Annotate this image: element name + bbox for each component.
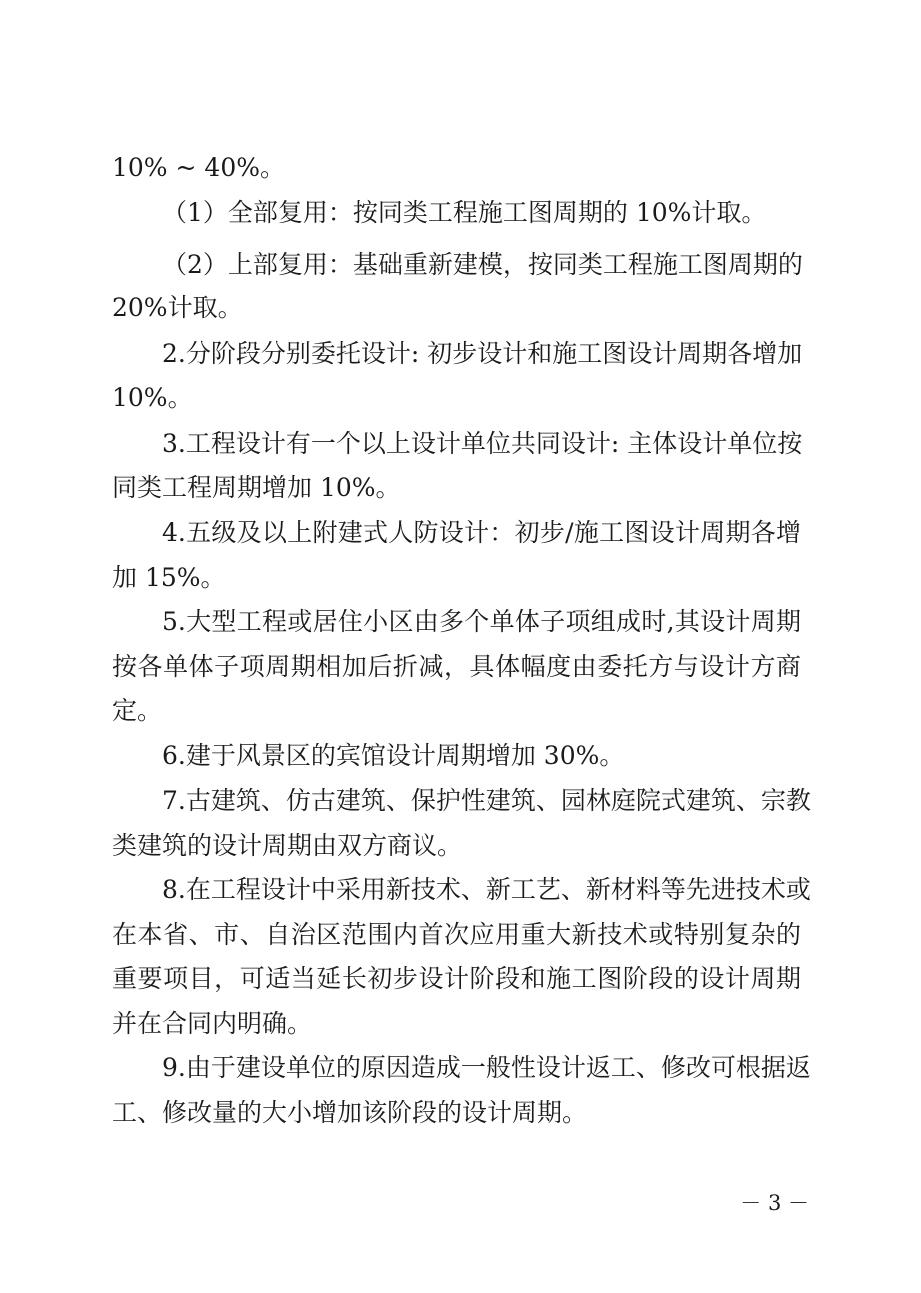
text-line-14: 6.建于风景区的宾馆设计周期增加 30%。 (162, 741, 625, 770)
text-line-5: 2.分阶段分别委托设计: 初步设计和施工图设计周期各增加 (162, 339, 803, 368)
text-line-19: 重要项目，可适当延长初步设计阶段和施工图阶段的设计周期 (112, 964, 801, 993)
text-line-12: 按各单体子项周期相加后折减，具体幅度由委托方与设计方商 (112, 652, 801, 681)
text-line-17: 8.在工程设计中采用新技术、新工艺、新材料等先进技术或 (162, 875, 811, 904)
page-number: － 3 － (740, 1191, 809, 1215)
text-line-20: 并在合同内明确。 (112, 1009, 313, 1038)
text-line-22: 工、修改量的大小增加该阶段的设计周期。 (112, 1098, 588, 1127)
text-line-16: 类建筑的设计周期由双方商议。 (112, 831, 463, 860)
text-line-4: 20%计取。 (112, 293, 243, 322)
text-line-18: 在本省、市、自治区范围内首次应用重大新技术或特别复杂的 (112, 920, 801, 949)
text-line-8: 同类工程周期增加 10%。 (112, 473, 401, 502)
text-line-21: 9.由于建设单位的原因造成一般性设计返工、修改可根据返 (162, 1053, 811, 1082)
text-line-1: 10% ~ 40%。 (112, 153, 285, 182)
text-line-2: （1）全部复用：按同类工程施工图周期的 10%计取。 (162, 198, 767, 227)
text-line-11: 5.大型工程或居住小区由多个单体子项组成时,其设计周期 (162, 607, 801, 636)
text-line-9: 4.五级及以上附建式人防设计：初步/施工图设计周期各增 (162, 518, 801, 547)
text-line-10: 加 15%。 (112, 563, 226, 592)
text-line-15: 7.古建筑、仿古建筑、保护性建筑、园林庭院式建筑、宗教 (162, 786, 811, 815)
text-line-6: 10%。 (112, 383, 193, 412)
text-line-3: （2）上部复用：基础重新建模，按同类工程施工图周期的 (162, 250, 803, 279)
text-line-13: 定。 (112, 696, 163, 725)
text-line-7: 3.工程设计有一个以上设计单位共同设计: 主体设计单位按 (162, 429, 803, 458)
